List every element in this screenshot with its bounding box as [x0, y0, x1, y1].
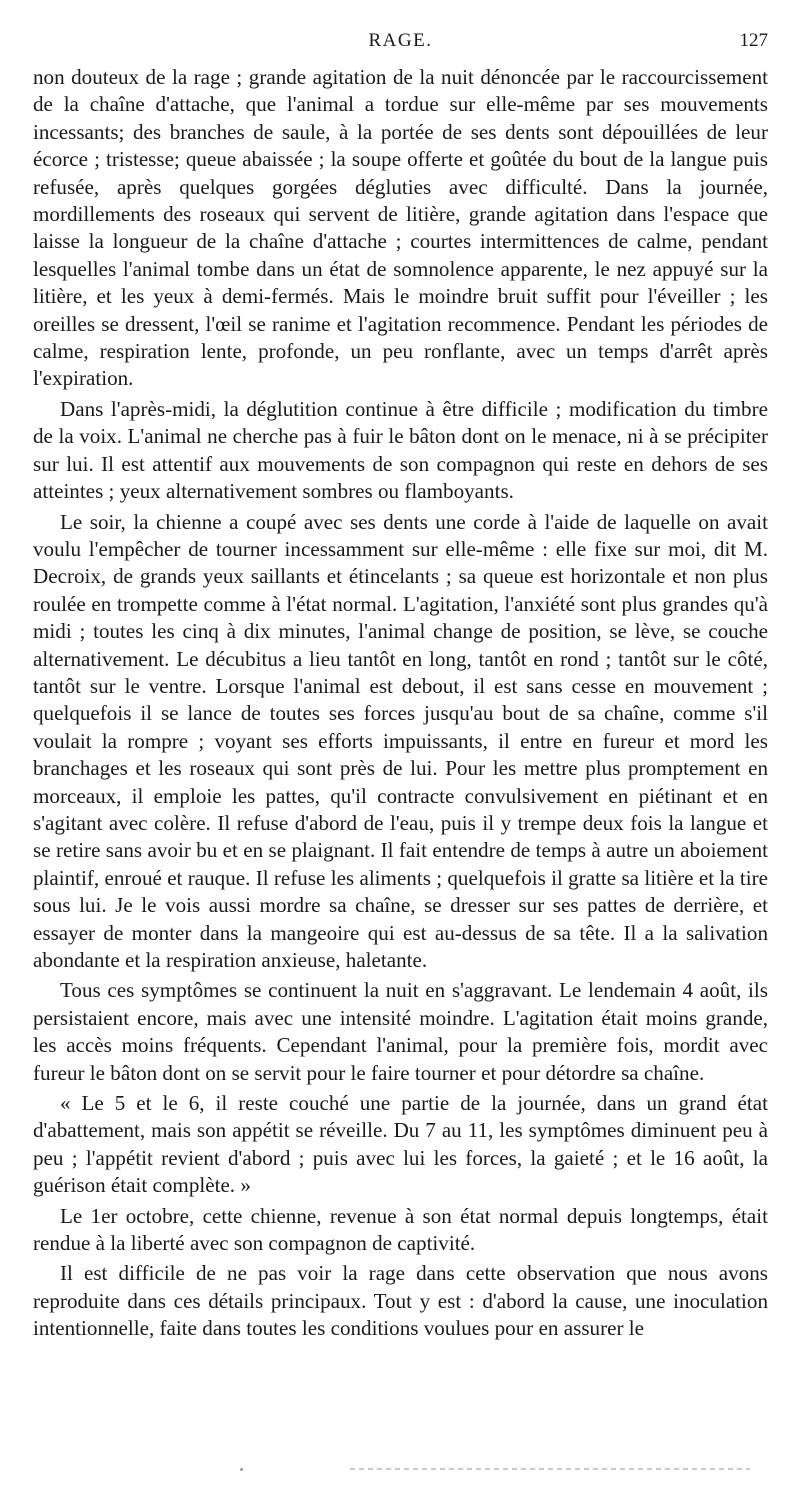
paragraph: Dans l'après-midi, la déglutition continue à être difficile ; modification du timbre de la voix. L'animal ne cherche pas à fuir le bâton dont on le menace, ni à se précipiter sur lui. Il est attentif aux mouvements de son compagnon qui reste en dehors de ses atteintes ; yeux alternativement sombres ou flamboyants.: [33, 396, 768, 504]
page-number: 127: [739, 30, 768, 51]
quoted-paragraph: « Le 5 et le 6, il reste couché une partie de la journée, dans un grand état d'abattement, mais son appétit se réveille. Du 7 au 11, les symptômes diminuent peu à peu ; l'appétit revient d'abord ; puis avec lui les forces, la gaieté ; et le 16 août, la guérison était complète. »: [33, 1091, 768, 1198]
paragraph: Le soir, la chienne a coupé avec ses dents une corde à l'aide de laquelle on avait voulu l'empêcher de tourner incessamment sur elle-même : elle fixe sur moi, dit M. Decroix, de grands yeux saillants et étincelants ; sa queue est horizontale et non plus roulée en trompette comme à l'état normal. L'agitation, l'anxiété sont plus grandes qu'à midi ; toutes les cinq à dix minutes, l'animal change de position, se lève, se couche alternativement. Le décubitus a lieu tantôt en long, tantôt en rond ; tantôt sur le côté, tantôt sur le ventre. Lorsque l'animal est debout, il est sans cesse en mouvement ; quelquefois il se lance de toutes ses forces jusqu'au bout de sa chaîne, comme s'il voulait la rompre ; voyant ses efforts impuissants, il entre en fureur et mord les branchages et les roseaux qui sont près de lui. Pour les mettre plus promptement en morceaux, il emploie les pattes, qu'il contracte convulsivement en piétinant et en s'agitant avec colère. Il refuse d'abord de l'eau, puis il y trempe deux fois la langue et se retire sans avoir bu et en se plaignant. Il fait entendre de temps à autre un aboiement plaintif, enroué et rauque. Il refuse les aliments ; quelquefois il gratte sa litière et la tire sous lui. Je le vois aussi mordre sa chaîne, se dresser sur ses pattes de derrière, et essayer de monter dans la mangeoire qui est au-dessus de sa tête. Il a la salivation abondante et la respiration anxieuse, haletante.: [33, 509, 768, 972]
paragraph: Il est difficile de ne pas voir la rage dans cette observation que nous avons reproduite dans ces détails principaux. Tout y est : d'abord la cause, une inoculation intentionnelle, faite dans toutes les conditions voulues pour en assurer le: [33, 1261, 768, 1341]
bleed-through-marks: [240, 1466, 760, 1476]
page-header: [33, 30, 768, 60]
running-title: RAGE.: [368, 30, 433, 51]
paragraph: non douteux de la rage ; grande agitation de la nuit dénoncée par le raccourcissement de la chaîne d'attache, que l'animal a tordue sur elle-même par ses mouvements incessants; des branches de saule, à la portée de ses dents sont dépouillées de leur écorce ; tristesse; queue abaissée ; la soupe offerte et goûtée du bout de la langue puis refusée, après quelques gorgées dégluties avec difficulté. Dans la journée, mordillements des roseaux qui servent de litière, grande agitation dans l'espace que laisse la longueur de la chaîne d'attache ; courtes intermittences de calme, pendant lesquelles l'animal tombe dans un état de somnolence apparente, le nez appuyé sur la litière, et les yeux à demi-fermés. Mais le moindre bruit suffit pour l'éveiller ; les oreilles se dressent, l'œil se ranime et l'agitation recommence. Pendant les périodes de calme, respiration lente, profonde, un peu ronflante, avec un temps d'arrêt après l'expiration.: [33, 65, 768, 391]
body-text: [33, 64, 768, 1346]
paragraph: Tous ces symptômes se continuent la nuit en s'aggravant. Le lendemain 4 août, ils persistaient encore, mais avec une intensité moindre. L'agitation était moins grande, les accès moins fréquents. Cependant l'animal, pour la première fois, mordit avec fureur le bâton dont on se servit pour le faire tourner et pour détordre sa chaîne.: [33, 978, 768, 1085]
stray-dot: [240, 1468, 243, 1471]
paragraph: Le 1er octobre, cette chienne, revenue à son état normal depuis longtemps, était rendue à la liberté avec son compagnon de captivité.: [33, 1203, 768, 1256]
faint-show-through: [350, 1468, 750, 1470]
